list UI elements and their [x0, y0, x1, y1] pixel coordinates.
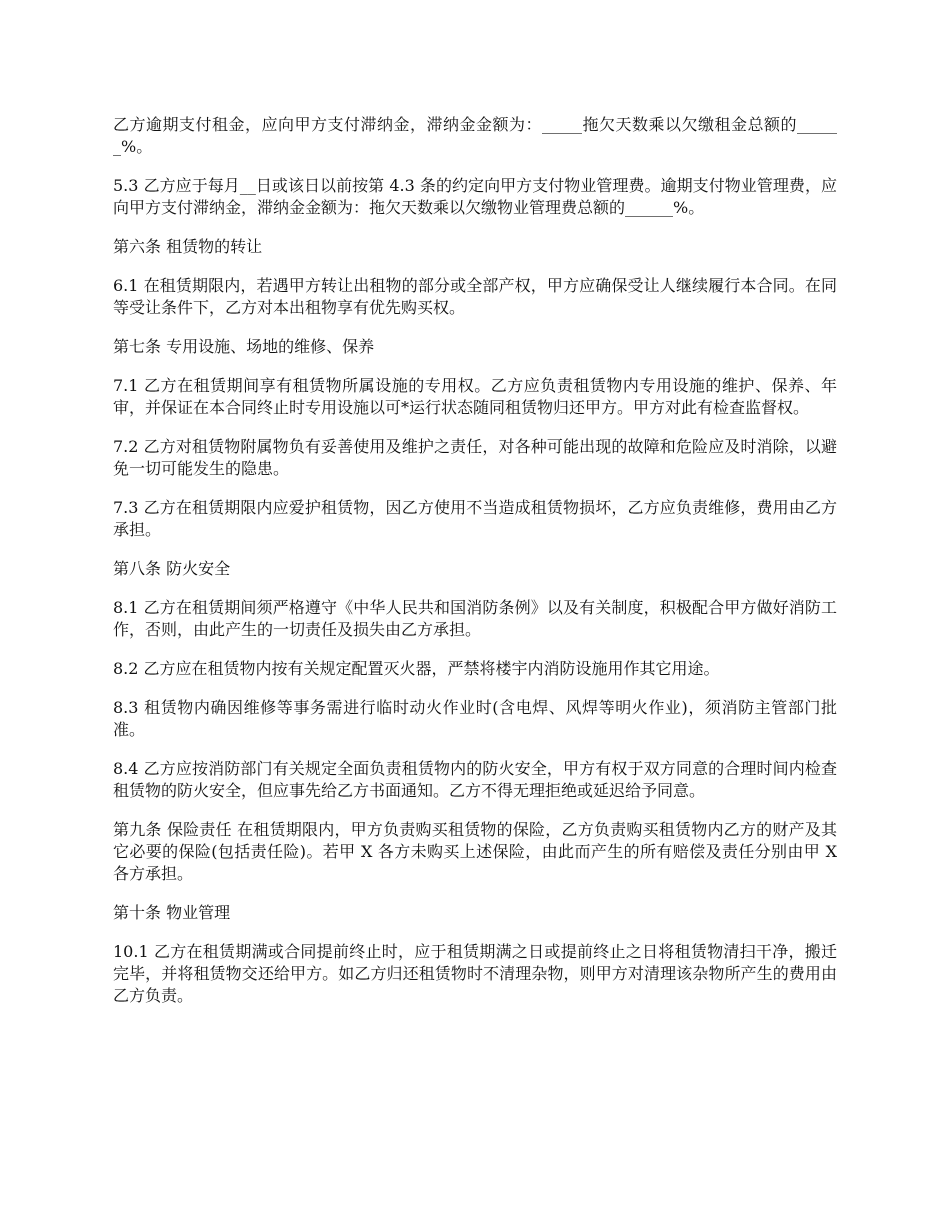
- paragraph-late-rent-penalty: 乙方逾期支付租金，应向甲方支付滞纳金，滞纳金金额为：_____拖欠天数乘以欠缴租金总额的______%。: [113, 115, 837, 156]
- paragraph-5-3: 5.3 乙方应于每月__日或该日以前按第 4.3 条的约定向甲方支付物业管理费。逾期支付物业管理费，应向甲方支付滞纳金，滞纳金金额为：拖欠天数乘以欠缴物业管理费总额的______%。: [113, 176, 837, 217]
- paragraph-8-4: 8.4 乙方应按消防部门有关规定全面负责租赁物内的防火安全，甲方有权于双方同意的合理时间内检查租赁物的防火安全，但应事先给乙方书面通知。乙方不得无理拒绝或延迟给予同意。: [113, 759, 837, 800]
- document-page: [113, 114, 837, 1024]
- heading-article-7: 第七条 专用设施、场地的维修、保养: [113, 337, 375, 356]
- paragraph-8-1: 8.1 乙方在租赁期间须严格遵守《中华人民共和国消防条例》以及有关制度，积极配合甲方做好消防工作，否则，由此产生的一切责任及损失由乙方承担。: [113, 598, 837, 639]
- paragraph-7-3: 7.3 乙方在租赁期限内应爱护租赁物，因乙方使用不当造成租赁物损坏，乙方应负责维修，费用由乙方承担。: [113, 498, 837, 539]
- heading-article-8: 第八条 防火安全: [113, 559, 231, 578]
- paragraph-6-1: 6.1 在租赁期限内，若遇甲方转让出租物的部分或全部产权，甲方应确保受让人继续履行本合同。在同等受让条件下，乙方对本出租物享有优先购买权。: [113, 276, 837, 317]
- paragraph-10-1: 10.1 乙方在租赁期满或合同提前终止时，应于租赁期满之日或提前终止之日将租赁物清扫干净，搬迁完毕，并将租赁物交还给甲方。如乙方归还租赁物时不清理杂物，则甲方对清理该杂物所产生的费用由乙方负责。: [113, 942, 837, 1005]
- paragraph-8-3: 8.3 租赁物内确因维修等事务需进行临时动火作业时(含电焊、风焊等明火作业)，须消防主管部门批准。: [113, 698, 837, 739]
- paragraph-article-9: 第九条 保险责任 在租赁期限内，甲方负责购买租赁物的保险，乙方负责购买租赁物内乙方的财产及其它必要的保险(包括责任险)。若甲 X 各方未购买上述保险，由此而产生的所有赔偿及责任分别由甲 X 各方承担。: [113, 820, 837, 883]
- paragraph-7-2: 7.2 乙方对租赁物附属物负有妥善使用及维护之责任，对各种可能出现的故障和危险应及时消除，以避免一切可能发生的隐患。: [113, 437, 837, 478]
- paragraph-7-1: 7.1 乙方在租赁期间享有租赁物所属设施的专用权。乙方应负责租赁物内专用设施的维护、保养、年审，并保证在本合同终止时专用设施以可*运行状态随同租赁物归还甲方。甲方对此有检查监督权。: [113, 376, 837, 417]
- paragraph-8-2: 8.2 乙方应在租赁物内按有关规定配置灭火器，严禁将楼宇内消防设施用作其它用途。: [113, 659, 720, 678]
- heading-article-10: 第十条 物业管理: [113, 903, 231, 922]
- heading-article-6: 第六条 租赁物的转让: [113, 237, 263, 256]
